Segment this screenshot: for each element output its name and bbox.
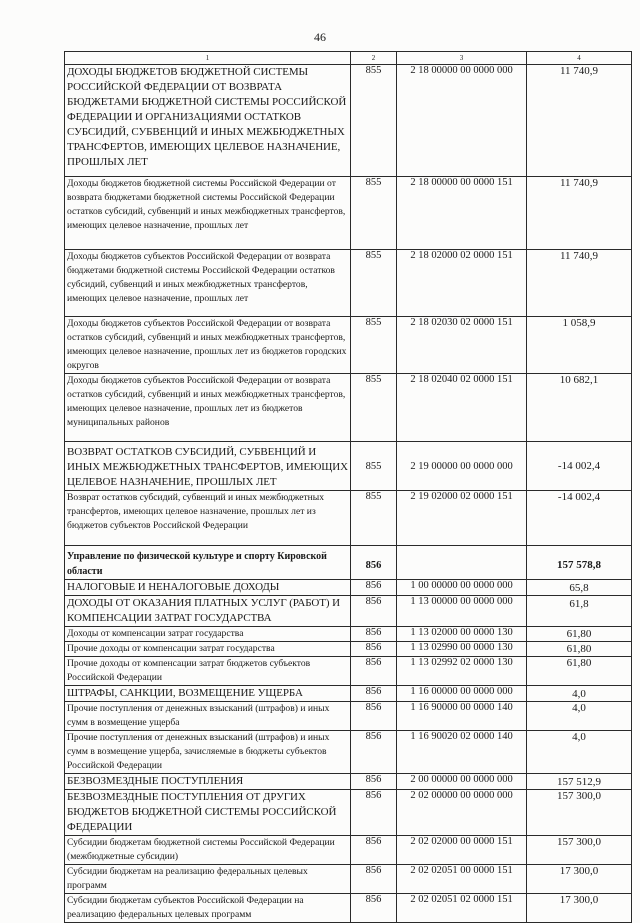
budget-code: 1 16 00000 00 0000 000 [397, 686, 527, 702]
admin-code: 856 [351, 702, 397, 731]
budget-code: 1 13 02990 00 0000 130 [397, 642, 527, 657]
table-row [65, 580, 632, 596]
admin-code: 855 [351, 442, 397, 491]
admin-code: 855 [351, 491, 397, 546]
budget-code: 1 13 00000 00 0000 000 [397, 596, 527, 627]
column-header: 3 [397, 52, 527, 65]
amount: 61,8 [527, 596, 632, 627]
admin-code: 856 [351, 894, 397, 923]
budget-code: 2 18 02030 02 0000 151 [397, 317, 527, 374]
admin-code: 855 [351, 65, 397, 177]
table-row [65, 686, 632, 702]
row-name: НАЛОГОВЫЕ И НЕНАЛОГОВЫЕ ДОХОДЫ [65, 580, 351, 596]
admin-code: 856 [351, 627, 397, 642]
amount: 11 740,9 [527, 65, 632, 177]
amount: 61,80 [527, 627, 632, 642]
admin-code: 856 [351, 546, 397, 580]
admin-code: 856 [351, 580, 397, 596]
amount: 61,80 [527, 642, 632, 657]
amount: 157 578,8 [527, 546, 632, 580]
admin-code: 856 [351, 790, 397, 836]
row-name: Доходы бюджетов субъектов Российской Федерации от возврата остатков субсидий, субвенций и иных межбюджетных трансфертов, имеющих целевое назначение, прошлых лет из бюджетов городских округов [65, 317, 351, 374]
budget-code: 2 18 00000 00 0000 000 [397, 65, 527, 177]
amount: 157 512,9 [527, 774, 632, 790]
admin-code: 856 [351, 642, 397, 657]
amount: 4,0 [527, 731, 632, 774]
table-row [65, 627, 632, 642]
amount: 1 058,9 [527, 317, 632, 374]
admin-code: 856 [351, 686, 397, 702]
amount: 17 300,0 [527, 894, 632, 923]
row-name: Субсидии бюджетам бюджетной системы Российской Федерации (межбюджетные субсидии) [65, 836, 351, 865]
amount: 61,80 [527, 657, 632, 686]
amount: -14 002,4 [527, 491, 632, 546]
budget-code: 1 00 00000 00 0000 000 [397, 580, 527, 596]
admin-code: 856 [351, 657, 397, 686]
budget-code: 2 19 02000 02 0000 151 [397, 491, 527, 546]
table-row [65, 250, 632, 317]
admin-code: 856 [351, 865, 397, 894]
row-name: Субсидии бюджетам субъектов Российской Федерации на реализацию федеральных целевых программ [65, 894, 351, 923]
admin-code: 856 [351, 596, 397, 627]
row-name: ДОХОДЫ БЮДЖЕТОВ БЮДЖЕТНОЙ СИСТЕМЫ РОССИЙСКОЙ ФЕДЕРАЦИИ ОТ ВОЗВРАТА БЮДЖЕТАМИ БЮДЖЕТНОЙ СИСТЕМЫ РОССИЙСКОЙ ФЕДЕРАЦИИ И ОРГАНИЗАЦИЯМИ ОСТАТКОВ СУБСИДИЙ, СУБВЕНЦИЙ И ИНЫХ МЕЖБЮДЖЕТНЫХ ТРАНСФЕРТОВ, ИМЕЮЩИХ ЦЕЛЕВОЕ НАЗНАЧЕНИЕ, ПРОШЛЫХ ЛЕТ [65, 65, 351, 177]
amount: 157 300,0 [527, 790, 632, 836]
budget-revenue-table [64, 51, 632, 923]
admin-code: 856 [351, 774, 397, 790]
budget-code: 2 18 02040 02 0000 151 [397, 374, 527, 442]
row-name: Доходы бюджетов субъектов Российской Федерации от возврата остатков субсидий, субвенций и иных межбюджетных трансфертов, имеющих целевое назначение, прошлых лет из бюджетов муниципальных районов [65, 374, 351, 442]
column-header: 4 [527, 52, 632, 65]
amount: 157 300,0 [527, 836, 632, 865]
admin-code: 855 [351, 177, 397, 250]
row-name: Доходы бюджетов субъектов Российской Федерации от возврата бюджетами бюджетной системы Российской Федерации остатков субсидий, субвенций и иных межбюджетных трансфертов, имеющих целевое назначение, прошлых лет [65, 250, 351, 317]
row-name: ДОХОДЫ ОТ ОКАЗАНИЯ ПЛАТНЫХ УСЛУГ (РАБОТ) И КОМПЕНСАЦИИ ЗАТРАТ ГОСУДАРСТВА [65, 596, 351, 627]
row-name: Прочие поступления от денежных взысканий (штрафов) и иных сумм в возмещение ущерба [65, 702, 351, 731]
table-row [65, 177, 632, 250]
budget-code: 1 13 02000 00 0000 130 [397, 627, 527, 642]
table-row [65, 317, 632, 374]
budget-code: 2 00 00000 00 0000 000 [397, 774, 527, 790]
budget-code: 2 02 02000 00 0000 151 [397, 836, 527, 865]
budget-code: 1 16 90000 00 0000 140 [397, 702, 527, 731]
row-name: БЕЗВОЗМЕЗДНЫЕ ПОСТУПЛЕНИЯ [65, 774, 351, 790]
row-name: Субсидии бюджетам на реализацию федеральных целевых программ [65, 865, 351, 894]
budget-code [397, 546, 527, 580]
table-row [65, 442, 632, 491]
column-header: 1 [65, 52, 351, 65]
amount: 11 740,9 [527, 177, 632, 250]
budget-code: 2 02 00000 00 0000 000 [397, 790, 527, 836]
amount: 10 682,1 [527, 374, 632, 442]
admin-code: 855 [351, 250, 397, 317]
row-name: Прочие доходы от компенсации затрат государства [65, 642, 351, 657]
table-row [65, 702, 632, 731]
budget-code: 2 02 02051 00 0000 151 [397, 865, 527, 894]
admin-code: 855 [351, 317, 397, 374]
table-row [65, 731, 632, 774]
amount: 4,0 [527, 686, 632, 702]
budget-code: 2 19 00000 00 0000 000 [397, 442, 527, 491]
budget-code: 2 18 00000 00 0000 151 [397, 177, 527, 250]
table-row [65, 790, 632, 836]
admin-code: 856 [351, 731, 397, 774]
column-number-row [65, 52, 632, 65]
table-row [65, 774, 632, 790]
table-row [65, 865, 632, 894]
table-row [65, 836, 632, 865]
amount: -14 002,4 [527, 442, 632, 491]
row-name: Прочие доходы от компенсации затрат бюджетов субъектов Российской Федерации [65, 657, 351, 686]
table-row [65, 491, 632, 546]
table-row [65, 374, 632, 442]
amount: 65,8 [527, 580, 632, 596]
table-row [65, 65, 632, 177]
amount: 17 300,0 [527, 865, 632, 894]
page-number: 46 [314, 30, 326, 44]
row-name: Доходы бюджетов бюджетной системы Российской Федерации от возврата бюджетами бюджетной системы Российской Федерации остатков субсидий, субвенций и иных межбюджетных трансфертов, имеющих целевое назначение, прошлых лет [65, 177, 351, 250]
budget-code: 1 13 02992 02 0000 130 [397, 657, 527, 686]
table-row-department [65, 546, 632, 580]
budget-code: 1 16 90020 02 0000 140 [397, 731, 527, 774]
row-name: Доходы от компенсации затрат государства [65, 627, 351, 642]
table-row [65, 596, 632, 627]
row-name: Прочие поступления от денежных взысканий (штрафов) и иных сумм в возмещение ущерба, зачисляемые в бюджеты субъектов Российской Федерации [65, 731, 351, 774]
row-name: ВОЗВРАТ ОСТАТКОВ СУБСИДИЙ, СУБВЕНЦИЙ И ИНЫХ МЕЖБЮДЖЕТНЫХ ТРАНСФЕРТОВ, ИМЕЮЩИХ ЦЕЛЕВОЕ НАЗНАЧЕНИЕ, ПРОШЛЫХ ЛЕТ [65, 442, 351, 491]
column-header: 2 [351, 52, 397, 65]
amount: 4,0 [527, 702, 632, 731]
row-name: Управление по физической культуре и спорту Кировской области [65, 546, 351, 580]
table-row [65, 642, 632, 657]
amount: 11 740,9 [527, 250, 632, 317]
budget-code: 2 18 02000 02 0000 151 [397, 250, 527, 317]
row-name: Возврат остатков субсидий, субвенций и иных межбюджетных трансфертов, имеющих целевое назначение, прошлых лет из бюджетов субъектов Российской Федерации [65, 491, 351, 546]
budget-code: 2 02 02051 02 0000 151 [397, 894, 527, 923]
table-row [65, 894, 632, 923]
row-name: БЕЗВОЗМЕЗДНЫЕ ПОСТУПЛЕНИЯ ОТ ДРУГИХ БЮДЖЕТОВ БЮДЖЕТНОЙ СИСТЕМЫ РОССИЙСКОЙ ФЕДЕРАЦИИ [65, 790, 351, 836]
table-row [65, 657, 632, 686]
row-name: ШТРАФЫ, САНКЦИИ, ВОЗМЕЩЕНИЕ УЩЕРБА [65, 686, 351, 702]
admin-code: 855 [351, 374, 397, 442]
admin-code: 856 [351, 836, 397, 865]
